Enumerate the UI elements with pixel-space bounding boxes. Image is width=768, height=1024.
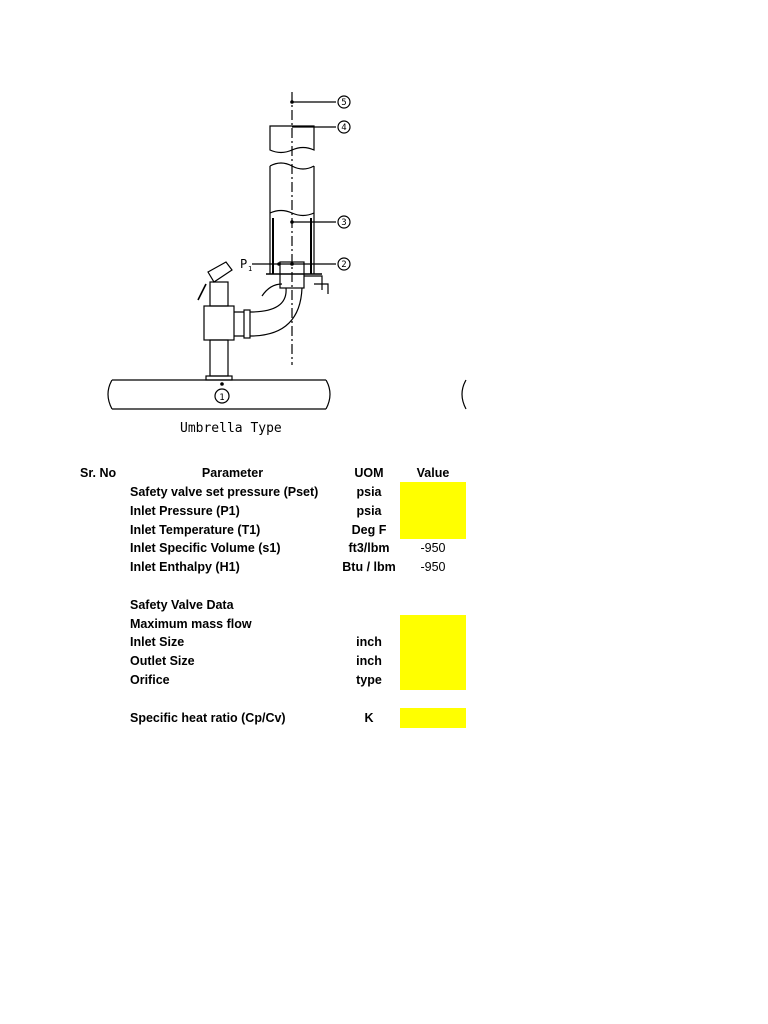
- row-parameter: Orifice: [130, 673, 170, 687]
- p1-label: P: [240, 257, 248, 271]
- row-uom: Btu / lbm: [342, 560, 396, 574]
- header-parameter: Parameter: [201, 466, 264, 480]
- input-cells-valve-data[interactable]: [400, 615, 466, 690]
- row-parameter: Safety valve set pressure (Pset): [130, 485, 319, 499]
- row-parameter: Outlet Size: [130, 654, 195, 668]
- callout-label: 5: [341, 98, 347, 108]
- row-uom: inch: [356, 635, 382, 649]
- row-uom: psia: [356, 504, 382, 518]
- row-parameter: Maximum mass flow: [130, 617, 252, 631]
- row-uom: ft3/lbm: [348, 541, 390, 555]
- row-value[interactable]: -950: [420, 560, 446, 574]
- umbrella-type-diagram: [0, 0, 768, 450]
- input-cell-heat-ratio[interactable]: [400, 708, 466, 728]
- input-cells-pressure-temp[interactable]: [400, 482, 466, 539]
- partial-pipe-edge: [462, 380, 466, 409]
- row-parameter: Inlet Specific Volume (s1): [130, 541, 281, 555]
- row-uom: inch: [356, 654, 382, 668]
- callout-label: 3: [341, 218, 347, 228]
- inlet-marker-label: 1: [219, 393, 225, 403]
- row-uom: type: [356, 673, 382, 687]
- callout-label: 4: [341, 123, 347, 133]
- callout-label: 2: [341, 260, 347, 270]
- row-parameter: Specific heat ratio (Cp/Cv): [130, 711, 286, 725]
- header-uom: UOM: [354, 466, 384, 480]
- row-parameter: Inlet Temperature (T1): [130, 523, 261, 537]
- row-uom: Deg F: [351, 523, 387, 537]
- diagram-caption: Umbrella Type: [180, 421, 282, 436]
- row-parameter: Inlet Size: [130, 635, 185, 649]
- header-value: Value: [416, 466, 450, 480]
- row-uom: K: [364, 711, 374, 725]
- p1-subscript: 1: [248, 265, 253, 273]
- row-value[interactable]: -950: [420, 541, 446, 555]
- row-parameter: Inlet Pressure (P1): [130, 504, 240, 518]
- row-parameter: Inlet Enthalpy (H1): [130, 560, 240, 574]
- row-parameter: Safety Valve Data: [130, 598, 234, 612]
- row-uom: psia: [356, 485, 382, 499]
- header-srno: Sr. No: [80, 466, 117, 480]
